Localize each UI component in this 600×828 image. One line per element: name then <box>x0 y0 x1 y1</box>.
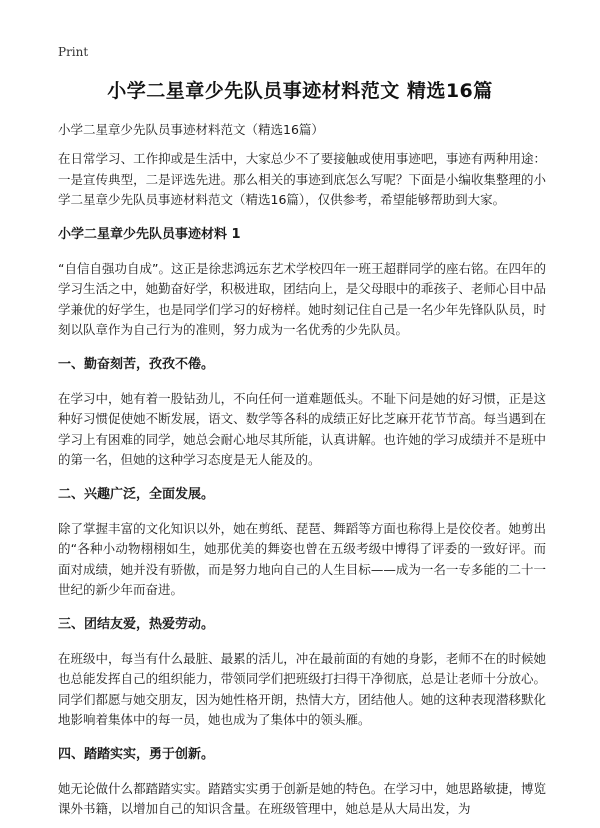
paragraph-3: 除了掌握丰富的文化知识以外，她在剪纸、琵琶、舞蹈等方面也称得上是佼佼者。她剪出的“各种小动物栩栩如生，她那优美的舞姿也曾在五级考级中博得了评委的一致好评。而面对成绩，她并没有骄傲，而是努力地向自己的人生目标——成为一名一专多能的二十一世纪的新少年而奋进。 <box>58 520 546 597</box>
paragraph-1: “自信自强功自成”。这正是徐悲鸿远东艺术学校四年一班王超群同学的座右铭。在四年的学习生活之中，她勤奋好学，积极进取，团结向上，是父母眼中的乖孩子、老师心目中品学兼优的好学生，也是同学们学习的好榜样。她时刻记住自己是一名少年先锋队队员，时刻以队章作为自己行为的准则，努力成为一名优秀的少先队员。 <box>58 260 546 337</box>
paragraph-2: 在学习中，她有着一股钻劲儿，不向任何一道难题低头。不耻下问是她的好习惯，正是这种好习惯促使她不断发展，语文、数学等各科的成绩正好比芝麻开花节节高。每当遇到在学习上有困难的同学，她总会耐心地尽其所能，认真讲解。也许她的学习成绩并不是班中的第一名，但她的这种学习态度是无人能及的。 <box>58 390 546 467</box>
heading-3: 三、团结友爱，热爱劳动。 <box>58 616 215 632</box>
page-title: 小学二星章少先队员事迹材料范文 精选16篇 <box>107 80 493 102</box>
paragraph-5: 她无论做什么都踏踏实实。踏踏实实勇于创新是她的特色。在学习中，她思路敏捷，博览课外书籍，以增加自己的知识含量。在班级管理中，她总是从大局出发，为 <box>58 780 546 816</box>
document-body <box>58 121 546 828</box>
document-subtitle: 小学二星章少先队员事迹材料范文（精选16篇） <box>58 122 324 137</box>
heading-2: 二、兴趣广泛，全面发展。 <box>58 486 215 502</box>
heading-1: 一、勤奋刻苦，孜孜不倦。 <box>58 356 215 372</box>
paragraph-4: 在班级中，每当有什么最脏、最累的活儿，冲在最前面的有她的身影，老师不在的时候她也总能发挥自己的组织能力，带领同学们把班级打扫得干净彻底，总是让老师十分放心。同学们都愿与她交朋友，因为她性格开朗，热情大方，团结他人。她的这种表现潜移默化地影响着集体中的每一员，她也成为了集体中的领头雁。 <box>58 650 546 727</box>
print-link[interactable]: Print <box>58 45 89 59</box>
section-title: 小学二星章少先队员事迹材料 1 <box>58 226 241 242</box>
intro-paragraph: 在日常学习、工作抑或是生活中，大家总少不了要接触或使用事迹吧，事迹有两种用途：一是宣传典型，二是评选先进。那么相关的事迹到底怎么写呢？下面是小编收集整理的小学二星章少先队员事迹材料范文（精选16篇），仅供参考，希望能够帮助到大家。 <box>58 151 546 207</box>
heading-4: 四、踏踏实实，勇于创新。 <box>58 746 215 762</box>
